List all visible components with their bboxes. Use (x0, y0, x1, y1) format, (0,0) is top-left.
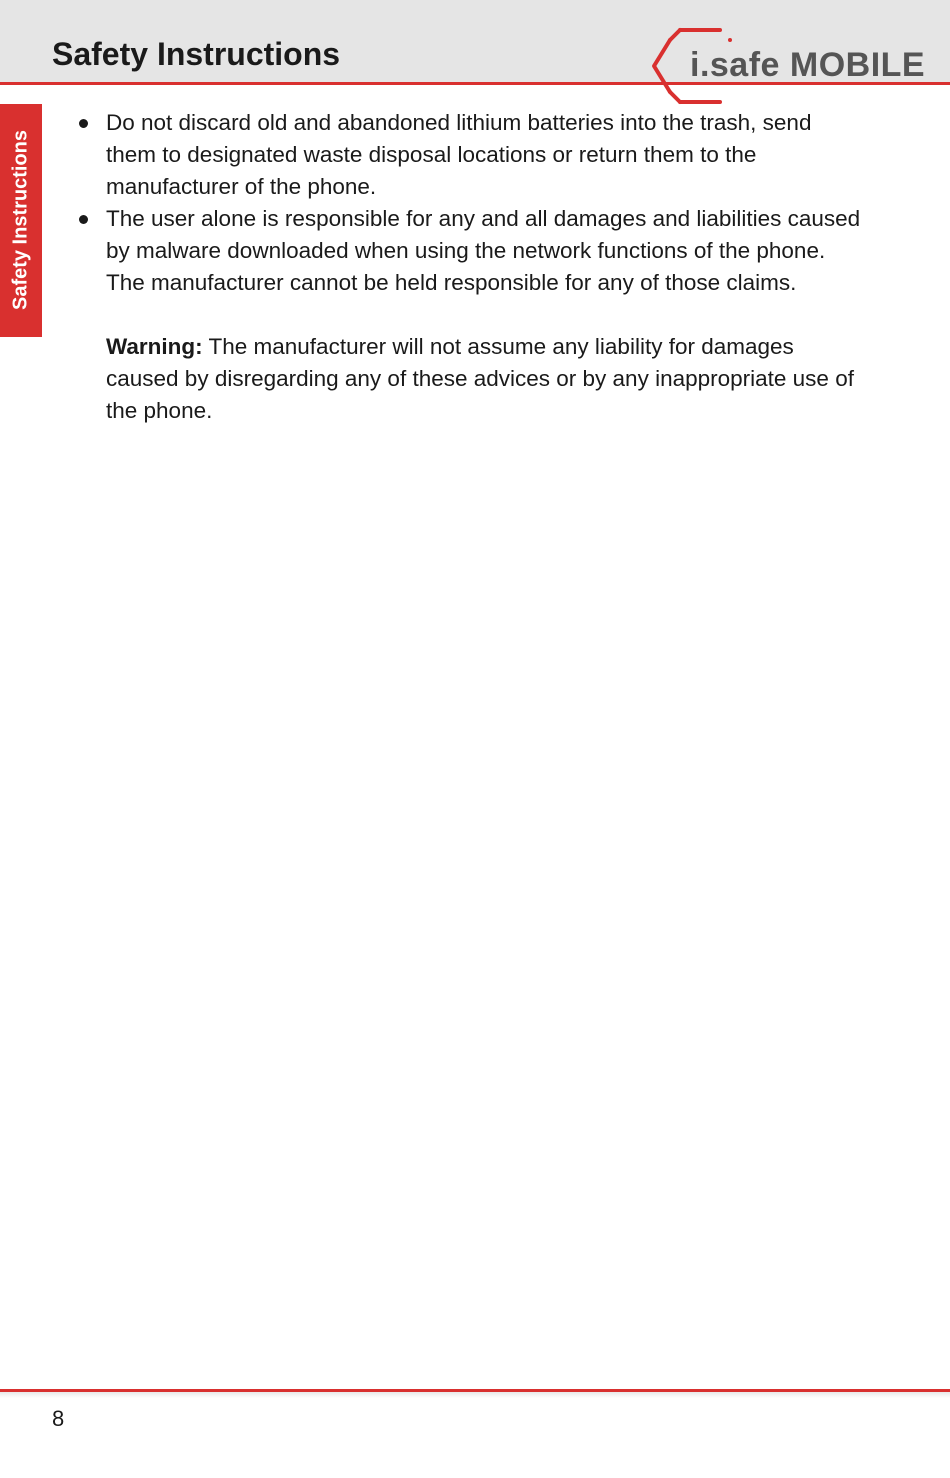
side-tab-label: Safety Instructions (9, 129, 32, 311)
page-title: Safety Instructions (52, 36, 341, 72)
footer-shade (0, 1392, 950, 1398)
list-item (106, 107, 866, 203)
warning-paragraph (106, 331, 866, 427)
list-item (106, 203, 866, 299)
logo-text: i.safe MOBILE (690, 46, 926, 84)
warning-label: Warning: (106, 334, 203, 359)
page-number: 8 (52, 1406, 65, 1431)
safety-bullet-list (106, 107, 866, 299)
section-side-tab (0, 104, 42, 337)
bullet-icon (79, 119, 88, 128)
warning-text: The manufacturer will not assume any liability for damages caused by disregarding any of these advices or by any inappropriate use of the phone. (106, 334, 854, 423)
brand-logo (650, 26, 940, 106)
list-item-text: The user alone is responsible for any and all damages and liabilities caused by malware downloaded when using the network functions of the phone. The manufacturer cannot be held responsible for any of those claims. (106, 206, 861, 295)
main-content (106, 107, 866, 450)
list-item-text: Do not discard old and abandoned lithium batteries into the trash, send them to designated waste disposal locations or return them to the manufacturer of the phone. (106, 110, 812, 199)
bullet-icon (79, 215, 88, 224)
